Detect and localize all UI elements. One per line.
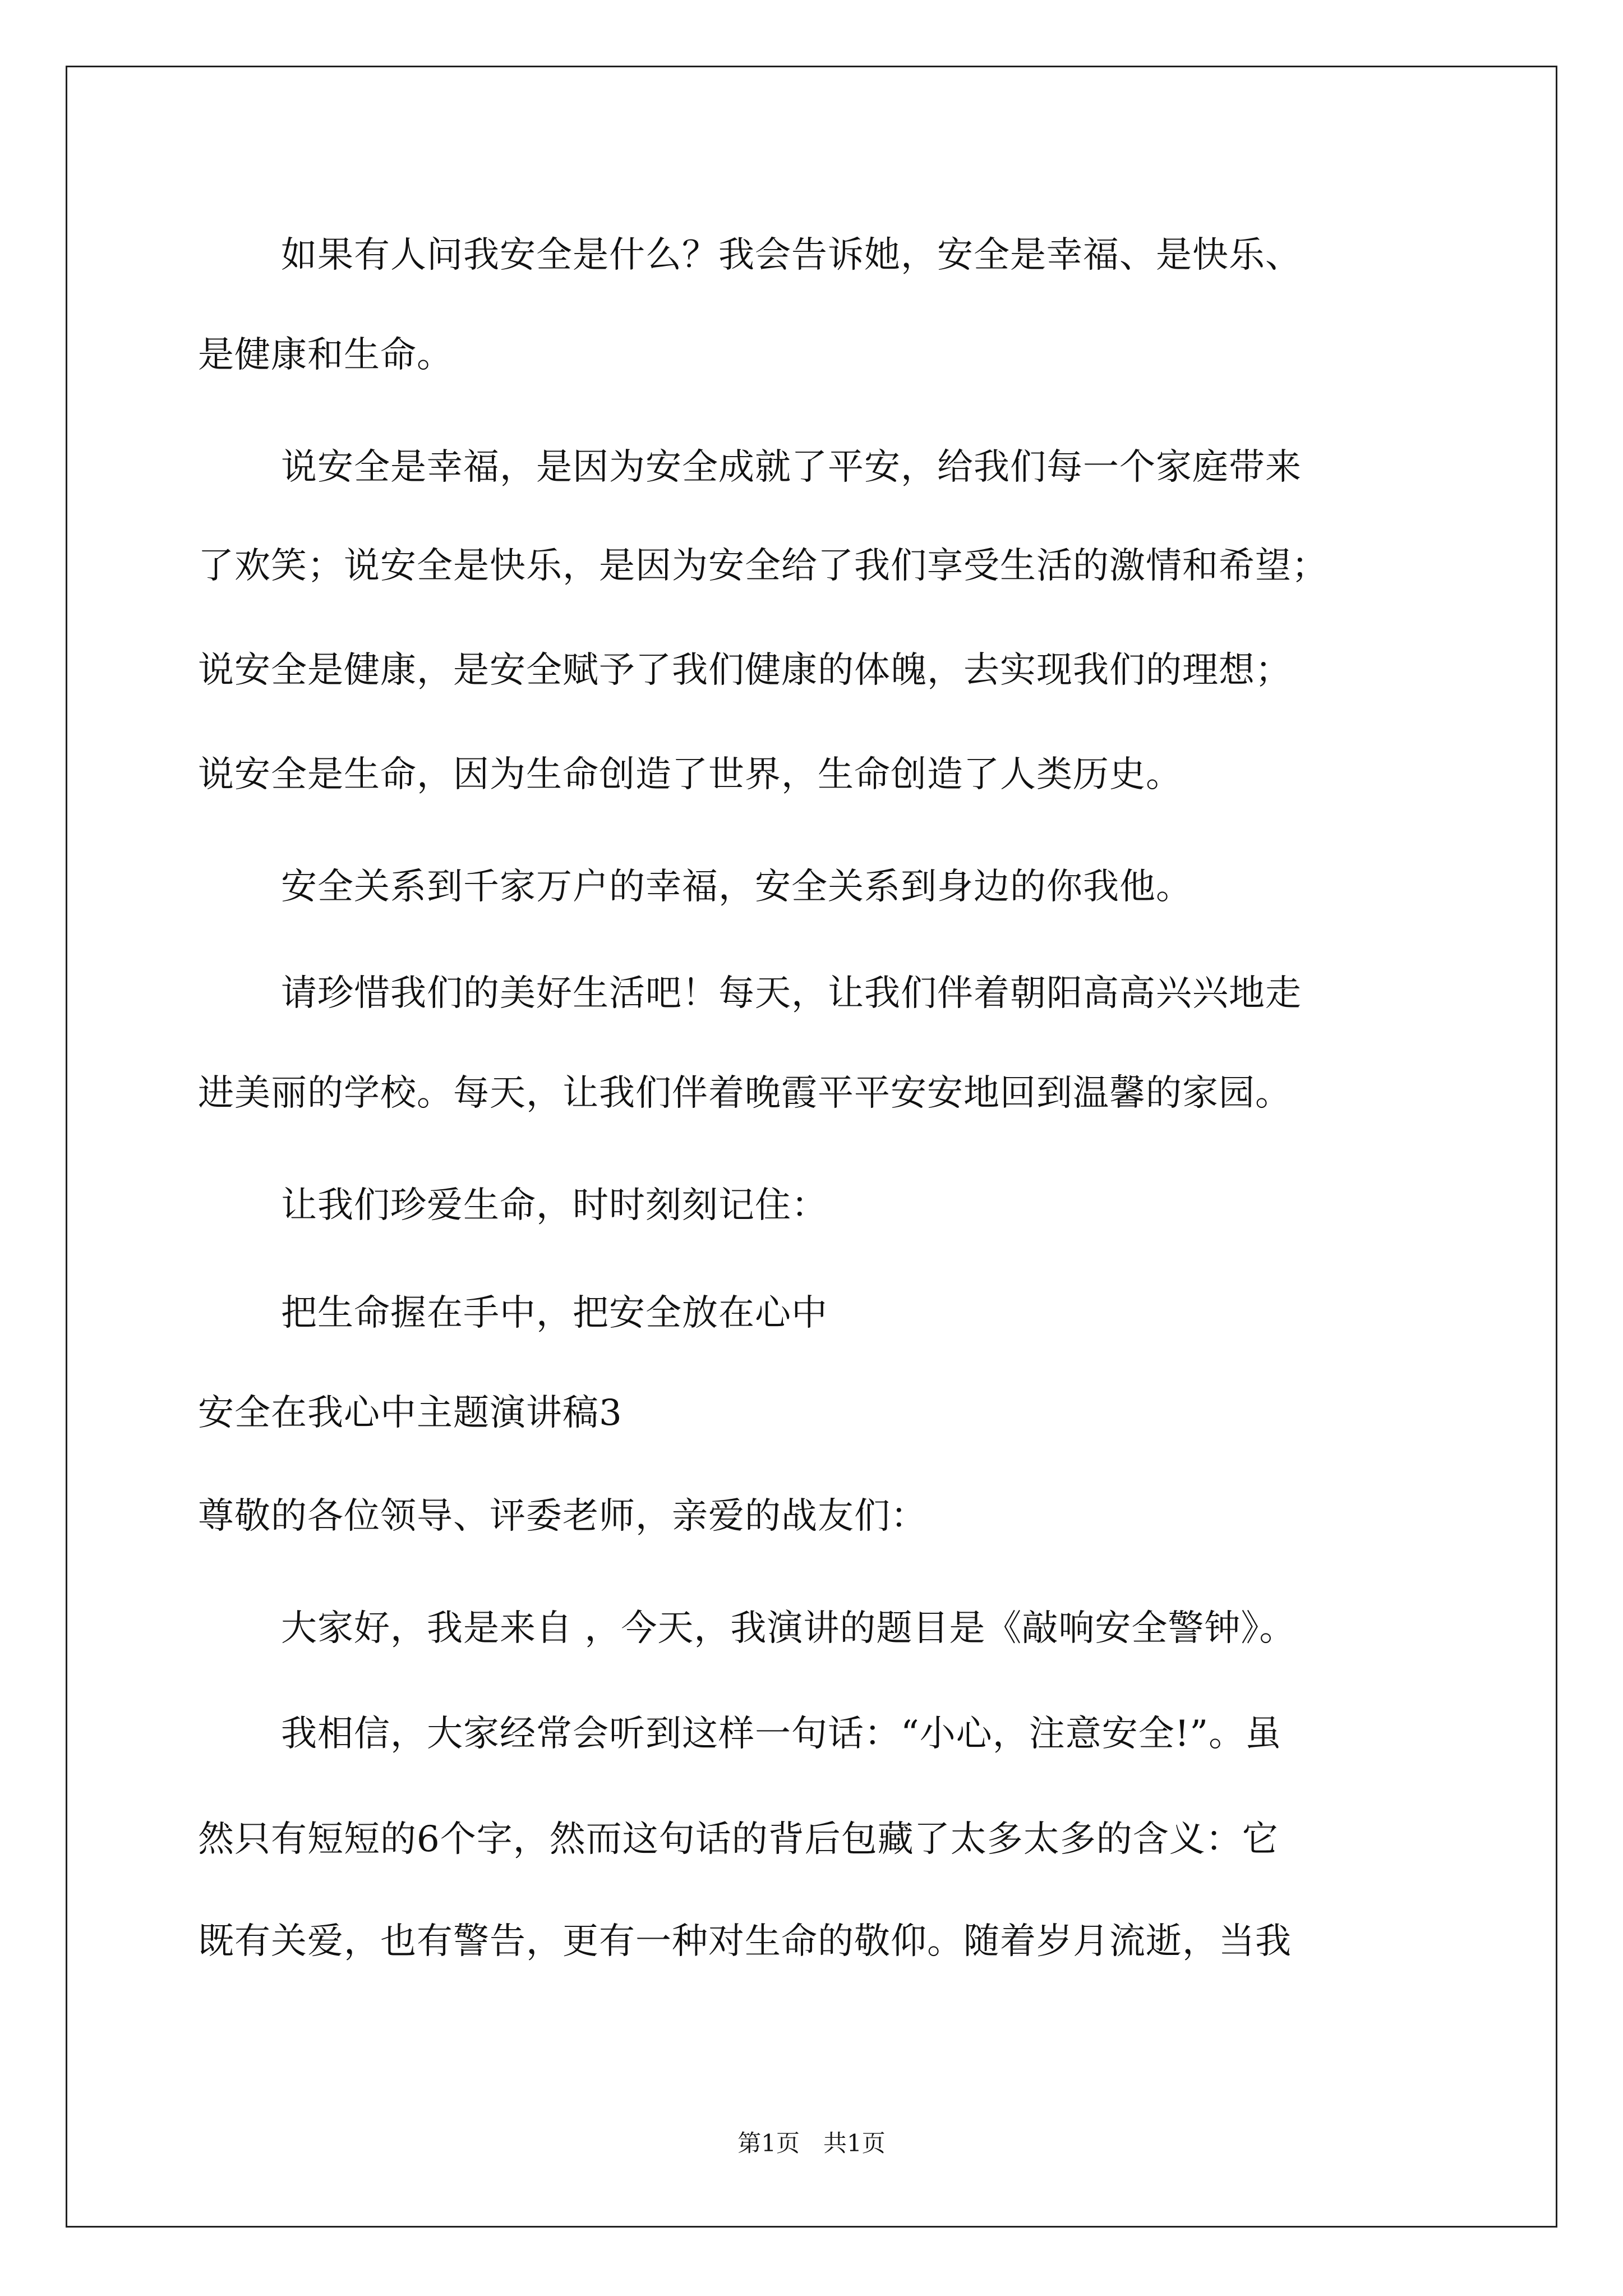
paragraph-1-line-2: 是健康和生命。 (198, 334, 453, 376)
body-paragraph-1-line-1: 大家好，我是来自 ，今天，我演讲的题目是《敲响安全警钟》。 (281, 1608, 1296, 1649)
paragraph-4-line-2: 进美丽的学校。每天，让我们伴着晚霞平平安安地回到温馨的家园。 (198, 1073, 1292, 1114)
body-paragraph-2-line-3: 既有关爱，也有警告，更有一种对生命的敬仰。随着岁月流逝，当我 (198, 1921, 1292, 1962)
page-frame (66, 66, 1557, 2228)
paragraph-6-line-1: 把生命握在手中，把安全放在心中 (281, 1292, 828, 1334)
salutation: 尊敬的各位领导、评委老师，亲爱的战友们： (198, 1496, 927, 1537)
paragraph-2-line-2: 了欢笑；说安全是快乐，是因为安全给了我们享受生活的激情和希望； (198, 545, 1328, 587)
paragraph-2-line-1: 说安全是幸福，是因为安全成就了平安，给我们每一个家庭带来 (281, 447, 1302, 488)
paragraph-2-line-3: 说安全是健康，是安全赋予了我们健康的体魄，去实现我们的理想； (198, 650, 1292, 691)
paragraph-2-line-4: 说安全是生命，因为生命创造了世界，生命创造了人类历史。 (198, 754, 1182, 795)
paragraph-4-line-1: 请珍惜我们的美好生活吧！每天，让我们伴着朝阳高高兴兴地走 (281, 973, 1302, 1014)
body-paragraph-2-line-2: 然只有短短的6个字，然而这句话的背后包藏了太多太多的含义：它 (198, 1819, 1279, 1860)
paragraph-5-line-1: 让我们珍爱生命，时时刻刻记住： (281, 1185, 828, 1226)
body-paragraph-2-line-1: 我相信，大家经常会听到这样一句话：“小心，注意安全!”。虽 (281, 1713, 1282, 1755)
section-title: 安全在我心中主题演讲稿3 (198, 1392, 623, 1434)
page-footer: 第1页 共1页 (737, 2129, 886, 2157)
paragraph-3-line-1: 安全关系到千家万户的幸福，安全关系到身边的你我他。 (281, 866, 1192, 908)
paragraph-1-line-1: 如果有人问我安全是什么？我会告诉她，安全是幸福、是快乐、 (281, 234, 1302, 276)
